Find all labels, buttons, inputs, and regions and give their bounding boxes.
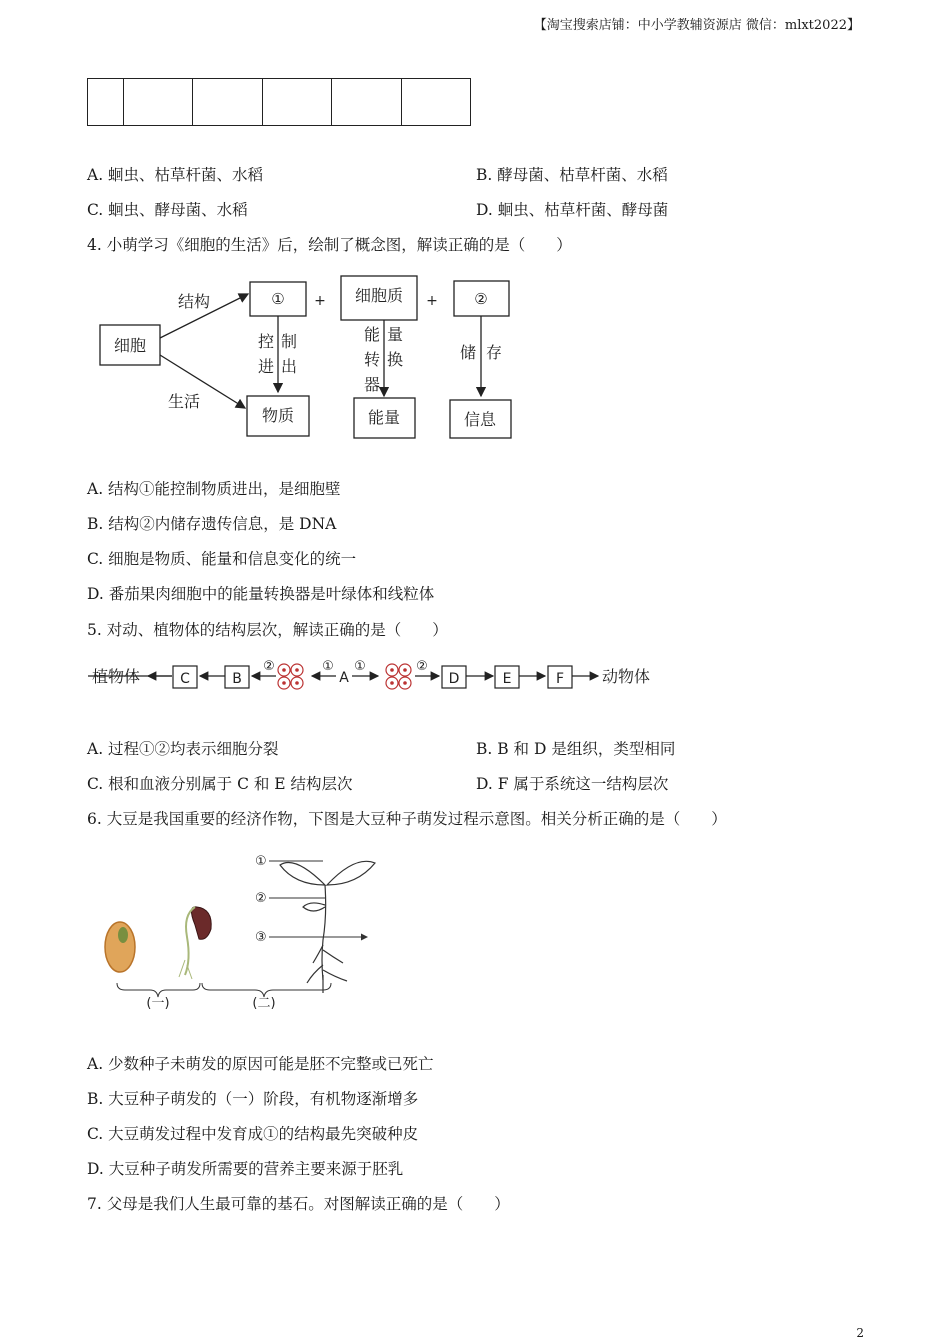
table-cell <box>402 79 471 126</box>
cell-label: 细胞 <box>113 336 147 355</box>
cytoplasm-label: 细胞质 <box>354 286 404 305</box>
control-label: 控 <box>258 332 275 351</box>
table-cell <box>332 79 402 126</box>
level-b: B <box>232 671 242 687</box>
q4-option-a: A. 结构①能控制物质进出，是细胞壁 <box>87 480 341 498</box>
store-label: 储 <box>460 343 477 362</box>
table-cell <box>88 79 124 126</box>
cell-concept-map <box>90 270 530 445</box>
q5-option-a: A. 过程①②均表示细胞分裂 <box>87 740 279 758</box>
table-cell <box>124 79 193 126</box>
structure-2-label: ② <box>474 290 488 308</box>
plus-sign: + <box>314 293 326 309</box>
energy-converter-label: 能 <box>364 325 381 344</box>
q5-option-b: B. B 和 D 是组织，类型相同 <box>476 740 676 758</box>
process-2-label: ② <box>263 659 275 674</box>
energy-converter-label: 换 <box>387 350 404 369</box>
structure-label: 结构 <box>178 292 211 311</box>
cell-cluster-left <box>278 664 303 689</box>
label-2: ② <box>255 891 267 906</box>
classification-table <box>87 78 471 126</box>
q5-option-c: C. 根和血液分别属于 C 和 E 结构层次 <box>87 775 353 793</box>
sprouting-seed <box>191 907 211 939</box>
q4-stem: 4. 小萌学习《细胞的生活》后，绘制了概念图，解读正确的是（ ） <box>87 236 572 254</box>
structure-1-label: ① <box>271 290 285 308</box>
q3-option-a: A. 蛔虫、枯草杆菌、水稻 <box>87 166 264 184</box>
level-a: A <box>339 670 349 686</box>
control-label: 出 <box>281 357 298 376</box>
info-label: 信息 <box>463 410 497 429</box>
process-1-label: ① <box>354 659 366 674</box>
life-label: 生活 <box>168 392 201 411</box>
q5-stem: 5. 对动、植物体的结构层次，解读正确的是（ ） <box>87 621 448 639</box>
level-f: F <box>555 671 565 687</box>
q3-option-d: D. 蛔虫、枯草杆菌、酵母菌 <box>476 201 669 219</box>
soybean-germination-diagram <box>95 845 395 1020</box>
table-cell <box>193 79 263 126</box>
q3-option-c: C. 蛔虫、酵母菌、水稻 <box>87 201 248 219</box>
matter-label: 物质 <box>261 406 295 425</box>
q4-option-d: D. 番茄果肉细胞中的能量转换器是叶绿体和线粒体 <box>87 585 435 603</box>
level-e: E <box>502 671 512 687</box>
label-3: ③ <box>255 930 267 945</box>
q6-stem: 6. 大豆是我国重要的经济作物，下图是大豆种子萌发过程示意图。相关分析正确的是（ ） <box>87 810 727 828</box>
energy-converter-label: 量 <box>387 325 404 344</box>
q4-option-b: B. 结构②内储存遗传信息，是 DNA <box>87 515 337 533</box>
energy-converter-label: 器 <box>364 375 381 394</box>
control-label: 制 <box>281 332 298 351</box>
q6-option-a: A. 少数种子未萌发的原因可能是胚不完整或已死亡 <box>87 1055 434 1073</box>
level-d: D <box>448 671 460 687</box>
level-c: C <box>180 671 190 687</box>
process-2-label: ② <box>416 659 428 674</box>
q3-option-b: B. 酵母菌、枯草杆菌、水稻 <box>476 166 668 184</box>
label-1: ① <box>255 854 267 869</box>
soybean-seedling <box>280 861 375 993</box>
q6-option-c: C. 大豆萌发过程中发育成①的结构最先突破种皮 <box>87 1125 419 1143</box>
energy-converter-label: 转 <box>364 350 381 369</box>
q6-option-d: D. 大豆种子萌发所需要的营养主要来源于胚乳 <box>87 1160 404 1178</box>
control-label: 进 <box>258 357 275 376</box>
plus-sign: + <box>426 293 438 309</box>
q7-stem: 7. 父母是我们人生最可靠的基石。对图解读正确的是（ ） <box>87 1195 510 1213</box>
page-number: 2 <box>856 1326 864 1340</box>
q4-option-c: C. 细胞是物质、能量和信息变化的统一 <box>87 550 357 568</box>
q5-option-d: D. F 属于系统这一结构层次 <box>476 775 669 793</box>
store-label: 存 <box>486 343 503 362</box>
table-cell <box>263 79 332 126</box>
stage-2-label: (二) <box>252 996 276 1011</box>
structure-levels-diagram <box>88 655 668 697</box>
stage-1-label: (一) <box>146 996 170 1011</box>
q6-option-b: B. 大豆种子萌发的（一）阶段，有机物逐渐增多 <box>87 1090 419 1108</box>
cell-cluster-right <box>386 664 411 689</box>
process-1-label: ① <box>322 659 334 674</box>
energy-label: 能量 <box>367 408 401 427</box>
plant-label: 植物体 <box>92 667 141 686</box>
animal-label: 动物体 <box>602 667 651 686</box>
page-header: 【淘宝搜索店铺：中小学教辅资源店 微信：mlxt2022】 <box>533 18 860 33</box>
